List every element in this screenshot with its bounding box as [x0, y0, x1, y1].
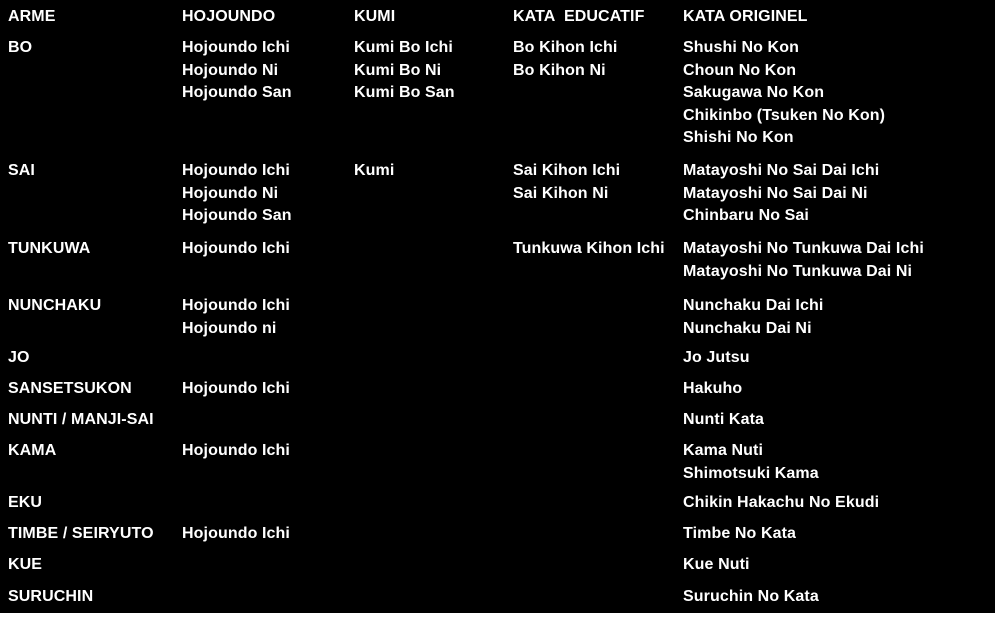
cell-kata-originel [683, 378, 742, 401]
cell-line: TUNKUWA [8, 240, 91, 257]
cell-line: Tunkuwa Kihon Ichi [513, 240, 665, 257]
cell-line: Kumi Bo San [354, 84, 455, 101]
cell-hojoundo [182, 378, 290, 401]
cell-line: KAMA [8, 442, 57, 459]
cell-line: Chinbaru No Sai [683, 207, 809, 224]
cell-kata-originel [683, 347, 750, 370]
cell-kata-originel [683, 586, 819, 609]
cell-line: Sai Kihon Ichi [513, 162, 621, 179]
cell-kata-originel [683, 238, 924, 283]
cell-kata-originel [683, 409, 764, 432]
cell-kata-originel [683, 440, 819, 485]
cell-line: JO [8, 349, 30, 366]
cell-line: Hojoundo ni [182, 319, 277, 337]
cell-arme [8, 409, 154, 432]
cell-line: Nunti Kata [683, 411, 764, 428]
header-kumi: KUMI [354, 8, 396, 25]
cell-line: Nunchaku Dai Ichi [683, 297, 824, 314]
header-kata-originel: KATA ORIGINEL [683, 8, 808, 25]
cell-arme [8, 523, 154, 546]
cell-hojoundo [182, 37, 292, 105]
cell-hojoundo [182, 238, 290, 261]
cell-line: Hojoundo Ichi [182, 297, 290, 314]
cell-line: Hojoundo Ichi [182, 380, 290, 397]
cell-kata-originel [683, 37, 885, 150]
cell-arme [8, 586, 93, 609]
cell-arme [8, 37, 32, 60]
cell-line: Shushi No Kon [683, 39, 799, 56]
cell-kata-originel [683, 523, 796, 546]
cell-kata-educatif [513, 37, 617, 82]
cell-kata-educatif [513, 160, 620, 205]
cell-arme [8, 238, 90, 261]
header-kata-educatif: KATA EDUCATIF [513, 8, 645, 25]
cell-line: Matayoshi No Tunkuwa Dai Ni [683, 262, 913, 280]
cell-line: Sakugawa No Kon [683, 84, 825, 101]
cell-kumi [354, 160, 394, 183]
cell-line: Hojoundo Ichi [182, 525, 290, 542]
cell-line: Bo Kihon Ni [513, 61, 606, 79]
cell-line: Nunchaku Dai Ni [683, 319, 812, 337]
cell-line: Hojoundo Ichi [182, 162, 290, 179]
cell-line: Hojoundo Ichi [182, 240, 290, 257]
cell-line: Hojoundo Ichi [182, 39, 290, 56]
cell-line: Hojoundo San [182, 207, 292, 224]
cell-line: Kama Nuti [683, 442, 764, 459]
cell-line: Kumi Bo Ni [354, 61, 442, 79]
cell-line: Shimotsuki Kama [683, 464, 819, 482]
cell-line: NUNTI / MANJI-SAI [8, 411, 154, 428]
cell-line: Suruchin No Kata [683, 588, 819, 605]
cell-line: KUE [8, 556, 43, 573]
cell-line: Hojoundo Ni [182, 61, 279, 79]
cell-arme [8, 295, 101, 318]
cell-kata-educatif [513, 238, 665, 261]
cell-line: Shishi No Kon [683, 129, 794, 146]
cell-line: Hakuho [683, 380, 743, 397]
cell-kata-originel [683, 554, 750, 577]
cell-line: BO [8, 39, 33, 56]
cell-line: Matayoshi No Sai Dai Ichi [683, 162, 880, 179]
cell-arme [8, 554, 42, 577]
cell-line: SURUCHIN [8, 588, 94, 605]
cell-line: Kumi [354, 162, 395, 179]
cell-line: Sai Kihon Ni [513, 184, 609, 202]
cell-line: Choun No Kon [683, 61, 797, 79]
cell-arme [8, 440, 56, 463]
cell-line: TIMBE / SEIRYUTO [8, 525, 154, 542]
cell-line: Hojoundo Ni [182, 184, 279, 202]
cell-line: Bo Kihon Ichi [513, 39, 618, 56]
cell-line: Chikin Hakachu No Ekudi [683, 494, 880, 511]
cell-hojoundo [182, 160, 292, 228]
cell-line: Timbe No Kata [683, 525, 797, 542]
cell-arme [8, 378, 132, 401]
cell-hojoundo [182, 440, 290, 463]
header-arme: ARME [8, 8, 56, 25]
cell-hojoundo [182, 295, 290, 340]
cell-line: Kue Nuti [683, 556, 750, 573]
cell-line: Kumi Bo Ichi [354, 39, 453, 56]
cell-kata-originel [683, 295, 823, 340]
cell-line: Matayoshi No Sai Dai Ni [683, 184, 868, 202]
cell-line: NUNCHAKU [8, 297, 102, 314]
cell-kata-originel [683, 492, 879, 515]
cell-line: EKU [8, 494, 43, 511]
cell-arme [8, 160, 35, 183]
table-header-row [0, 0, 995, 34]
cell-line: Hojoundo Ichi [182, 442, 290, 459]
cell-arme [8, 347, 30, 370]
cell-kata-originel [683, 160, 879, 228]
header-hojoundo: HOJOUNDO [182, 8, 276, 25]
cell-line: Matayoshi No Tunkuwa Dai Ichi [683, 240, 924, 257]
cell-line: SANSETSUKON [8, 380, 132, 397]
cell-arme [8, 492, 42, 515]
cell-hojoundo [182, 523, 290, 546]
cell-line: SAI [8, 162, 35, 179]
cell-line: Chikinbo (Tsuken No Kon) [683, 106, 886, 124]
cell-line: Hojoundo San [182, 84, 292, 101]
cell-kumi [354, 37, 455, 105]
cell-line: Jo Jutsu [683, 349, 750, 366]
